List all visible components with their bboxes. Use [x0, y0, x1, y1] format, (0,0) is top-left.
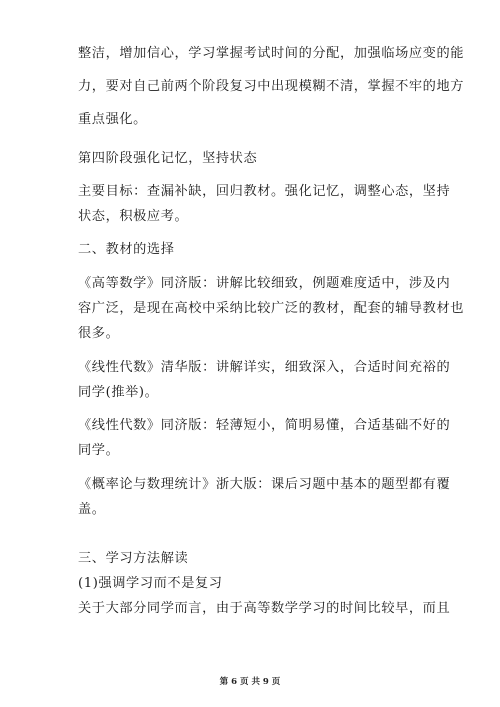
body-text-line: 同学(推举)。: [78, 385, 159, 400]
body-text-line: 力，要对自己前两个阶段复习中出现模糊不清，掌握不牢的地方: [78, 79, 465, 94]
body-text-line: 关于大部分同学而言，由于高等数学学习的时间比较早，而且: [78, 601, 451, 616]
body-text-line: 《高等数学》同济版：讲解比较细致，例题难度适中，涉及内: [78, 276, 451, 291]
section-heading: 二、教材的选择: [78, 242, 175, 257]
section-heading: 第四阶段强化记忆，坚持状态: [78, 151, 258, 166]
body-text-line: 状态，积极应考。: [78, 209, 189, 224]
body-text-line: 容广泛，是现在高校中采纳比较广泛的教材，配套的辅导教材也: [78, 301, 465, 316]
body-text-line: 很多。: [78, 326, 120, 341]
body-text-line: 主要目标：查漏补缺，回归教材。强化记忆，调整心态，坚持: [78, 184, 451, 199]
section-heading: 三、学习方法解读: [78, 551, 189, 566]
body-text-line: 整洁，增加信心，学习掌握考试时间的分配，加强临场应变的能: [78, 46, 465, 61]
body-text-line: 盖。: [78, 502, 106, 517]
subsection-heading: (1)强调学习而不是复习: [78, 576, 223, 591]
body-text-line: 《概率论与数理统计》浙大版：课后习题中基本的题型都有覆: [78, 477, 451, 492]
body-text-line: 重点强化。: [78, 112, 147, 127]
body-text-line: 《线性代数》清华版：讲解详实，细致深入，合适时间充裕的: [78, 360, 451, 375]
page-number-footer: 第 6 页 共 9 页: [219, 677, 281, 687]
body-text-line: 《线性代数》同济版：轻薄短小，简明易懂，合适基础不好的: [78, 418, 451, 433]
body-text-line: 同学。: [78, 443, 120, 458]
